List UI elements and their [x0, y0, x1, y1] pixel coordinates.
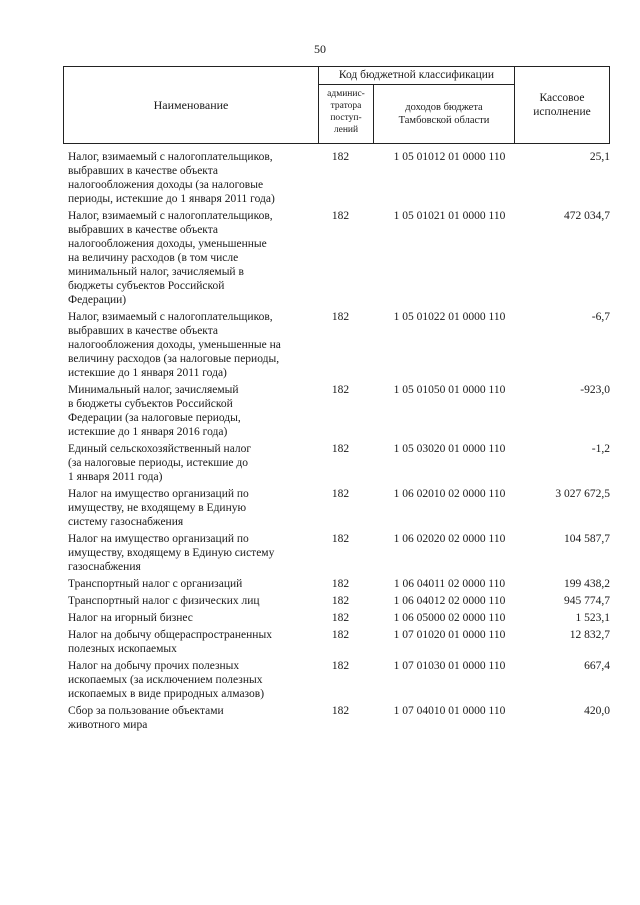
row-administrator: 182	[331, 595, 350, 607]
row-code: 1 06 02020 02 0000 110	[393, 533, 506, 545]
row-amount: 25,1	[589, 151, 610, 163]
table-row	[63, 150, 610, 206]
row-amount: 12 832,7	[569, 629, 610, 641]
row-administrator: 182	[331, 629, 350, 641]
table-header	[63, 66, 610, 144]
row-code: 1 07 01020 01 0000 110	[393, 629, 506, 641]
row-code: 1 05 03020 01 0000 110	[393, 443, 506, 455]
header-administrator: админис- тратора поступ- лений	[319, 85, 374, 143]
header-cash-execution: Кассовое исполнение	[514, 67, 609, 143]
table-row	[63, 487, 610, 529]
row-code: 1 05 01050 01 0000 110	[393, 384, 506, 396]
row-name: Транспортный налог с организаций	[68, 578, 243, 590]
row-name: Единый сельскохозяйственный налог (за налоговые периоды, истекшие до 1 января 2011 года)	[68, 443, 252, 483]
page-number: 50	[314, 42, 326, 56]
table-row	[63, 659, 610, 701]
row-administrator: 182	[331, 612, 350, 624]
header-income-code: доходов бюджета Тамбовской области	[398, 102, 490, 126]
row-amount: 472 034,7	[564, 210, 610, 222]
row-code: 1 06 05000 02 0000 110	[393, 612, 506, 624]
row-administrator: 182	[331, 311, 350, 323]
row-code: 1 05 01022 01 0000 110	[393, 311, 506, 323]
row-amount: 1 523,1	[575, 612, 610, 624]
row-code: 1 07 01030 01 0000 110	[393, 660, 506, 672]
row-amount: 667,4	[584, 660, 610, 672]
table-row	[63, 577, 610, 591]
row-code: 1 06 04012 02 0000 110	[393, 595, 506, 607]
row-name: Налог, взимаемый с налогоплательщиков, выбравших в качестве объекта налогообложения доходы, уменьшенные на величину расходов (за налоговые периоды, истекшие до 1 января 2011 года)	[68, 311, 281, 379]
row-name: Налог, взимаемый с налогоплательщиков, выбравших в качестве объекта налогообложения доходы, уменьшенные на величину расходов (в том числе минимальный налог, зачисляемый в бюджеты субъектов Российской Федерации)	[68, 210, 273, 306]
row-amount: -923,0	[580, 384, 610, 396]
table-row	[63, 532, 610, 574]
row-amount: 199 438,2	[564, 578, 610, 590]
table-row	[63, 383, 610, 439]
row-amount: -1,2	[591, 443, 610, 455]
table-row	[63, 704, 610, 732]
row-name: Налог, взимаемый с налогоплательщиков, выбравших в качестве объекта налогообложения доходы (за налоговые периоды, истекшие до 1 января 2011 года)	[68, 151, 275, 205]
row-code: 1 05 01012 01 0000 110	[393, 151, 506, 163]
row-amount: 420,0	[584, 705, 610, 717]
table-row	[63, 310, 610, 380]
table-row	[63, 442, 610, 484]
row-name: Минимальный налог, зачисляемый в бюджеты субъектов Российской Федерации (за налоговые периоды, истекшие до 1 января 2016 года)	[68, 384, 241, 438]
table-row	[63, 611, 610, 625]
table-row	[63, 628, 610, 656]
row-administrator: 182	[331, 488, 350, 500]
row-administrator: 182	[331, 210, 350, 222]
row-amount: -6,7	[591, 311, 610, 323]
header-name: Наименование	[64, 67, 319, 143]
row-administrator: 182	[331, 578, 350, 590]
row-administrator: 182	[331, 705, 350, 717]
table-row	[63, 209, 610, 307]
row-administrator: 182	[331, 384, 350, 396]
row-administrator: 182	[331, 443, 350, 455]
header-code-group	[319, 67, 514, 143]
row-code: 1 07 04010 01 0000 110	[393, 705, 506, 717]
row-name: Налог на имущество организаций по имуществу, не входящему в Единую систему газоснабжения	[68, 488, 249, 528]
row-name: Налог на добычу общераспространенных полезных ископаемых	[68, 629, 272, 655]
row-name: Налог на добычу прочих полезных ископаемых (за исключением полезных ископаемых в виде природных алмазов)	[68, 660, 265, 700]
row-name: Транспортный налог с физических лиц	[68, 595, 260, 607]
row-name: Налог на имущество организаций по имуществу, входящему в Единую систему газоснабжения	[68, 533, 275, 573]
row-name: Налог на игорный бизнес	[68, 612, 193, 624]
row-code: 1 05 01021 01 0000 110	[393, 210, 506, 222]
row-administrator: 182	[331, 151, 350, 163]
table-body	[63, 150, 610, 735]
row-amount: 3 027 672,5	[555, 488, 610, 500]
row-name: Сбор за пользование объектами животного мира	[68, 705, 224, 731]
row-administrator: 182	[331, 533, 350, 545]
table-row	[63, 594, 610, 608]
header-code-title: Код бюджетной классификации	[319, 67, 514, 85]
row-code: 1 06 02010 02 0000 110	[393, 488, 506, 500]
row-amount: 945 774,7	[564, 595, 610, 607]
row-administrator: 182	[331, 660, 350, 672]
row-amount: 104 587,7	[564, 533, 610, 545]
row-code: 1 06 04011 02 0000 110	[393, 578, 506, 590]
